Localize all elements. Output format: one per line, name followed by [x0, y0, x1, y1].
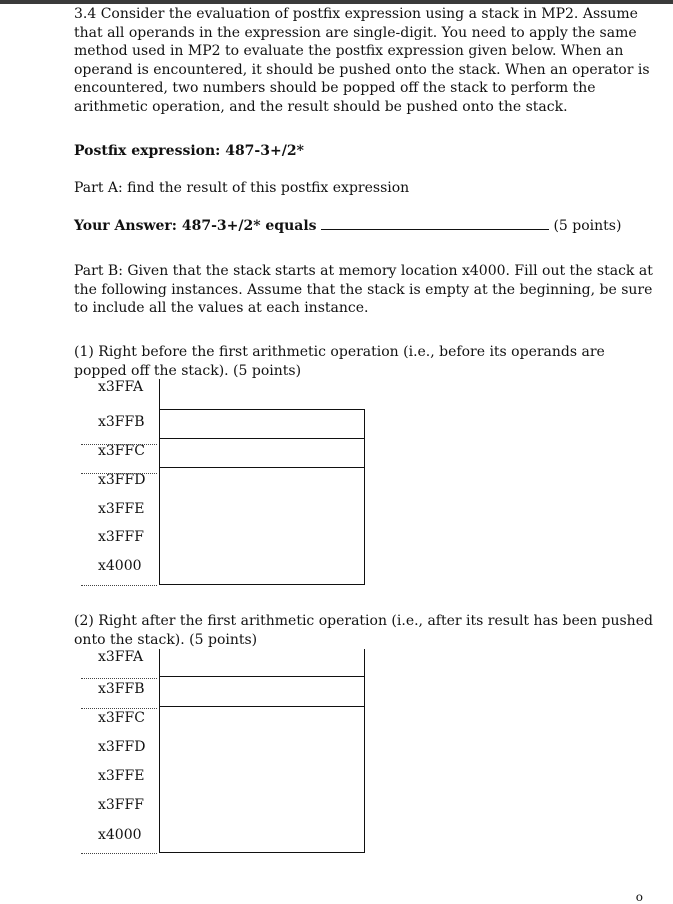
stack1-diagram — [74, 379, 374, 589]
stack2-dotted-rule — [81, 678, 157, 679]
stack2-address: x3FFC — [98, 710, 145, 726]
postfix-expression: Postfix expression: 487-3+/2* — [74, 143, 304, 159]
stack1-address: x3FFF — [98, 529, 144, 545]
stack1-dotted-rule — [81, 473, 157, 474]
stack1-cell-divider — [159, 409, 365, 410]
top-border — [0, 0, 673, 4]
stack2-address: x3FFB — [98, 681, 145, 697]
stack2-dotted-rule — [81, 853, 157, 854]
stack1-dotted-rule — [81, 585, 157, 586]
stack1-address: x3FFC — [98, 443, 145, 459]
part-b-prompt: Part B: Given that the stack starts at memory location x4000. Fill out the stack at the following instances. Assume that the stack is empty at the beginning, be sure to include all the values at each instance. — [74, 263, 653, 316]
stack2-address: x4000 — [98, 827, 142, 843]
stack1-dotted-rule — [81, 444, 157, 445]
part-a-points: (5 points) — [553, 218, 622, 234]
stack1-bottom-line — [159, 584, 365, 585]
stack2-address: x3FFD — [98, 739, 146, 755]
stack2-address: x3FFA — [98, 649, 144, 665]
stack1-address: x3FFB — [98, 414, 145, 430]
stack2-cell-divider — [159, 676, 365, 677]
part-a-prompt: Part A: find the result of this postfix expression — [74, 180, 410, 196]
stack1-address: x3FFA — [98, 379, 144, 395]
stack1-address: x3FFD — [98, 472, 146, 488]
stack1-caption: (1) Right before the first arithmetic operation (i.e., before its operands are popped off the stack). (5 points) — [74, 344, 605, 379]
stack2-caption: (2) Right after the first arithmetic operation (i.e., after its result has been pushed onto the stack). (5 points) — [74, 613, 653, 648]
stack2-left-wall — [159, 649, 160, 853]
stack2-right-wall — [364, 649, 365, 853]
stack2-diagram — [74, 649, 374, 857]
page-corner-marker: o — [635, 890, 643, 904]
your-answer-label: Your Answer: 487-3+/2* equals — [74, 218, 317, 234]
answer-blank[interactable] — [321, 219, 549, 230]
stack2-address: x3FFF — [98, 797, 144, 813]
stack2-cell-divider — [159, 706, 365, 707]
stack2-dotted-rule — [81, 708, 157, 709]
stack2-address: x3FFE — [98, 768, 145, 784]
stack1-cell-divider — [159, 438, 365, 439]
question-intro: 3.4 Consider the evaluation of postfix expression using a stack in MP2. Assume that all operands in the expression are single-digit. You need to apply the same method used in MP2 to evaluate the postfix expression given below. When an operand is encountered, it should be pushed onto the stack. When an operator is encountered, two numbers should be popped off the stack to perform the arithmetic operation, and the result should be pushed onto the stack. — [74, 6, 650, 115]
stack1-cell-divider — [159, 467, 365, 468]
part-a-answer-row — [74, 217, 654, 236]
stack1-right-wall — [364, 409, 365, 585]
stack2-bottom-line — [159, 852, 365, 853]
stack1-address: x3FFE — [98, 501, 145, 517]
stack1-address: x4000 — [98, 558, 142, 574]
